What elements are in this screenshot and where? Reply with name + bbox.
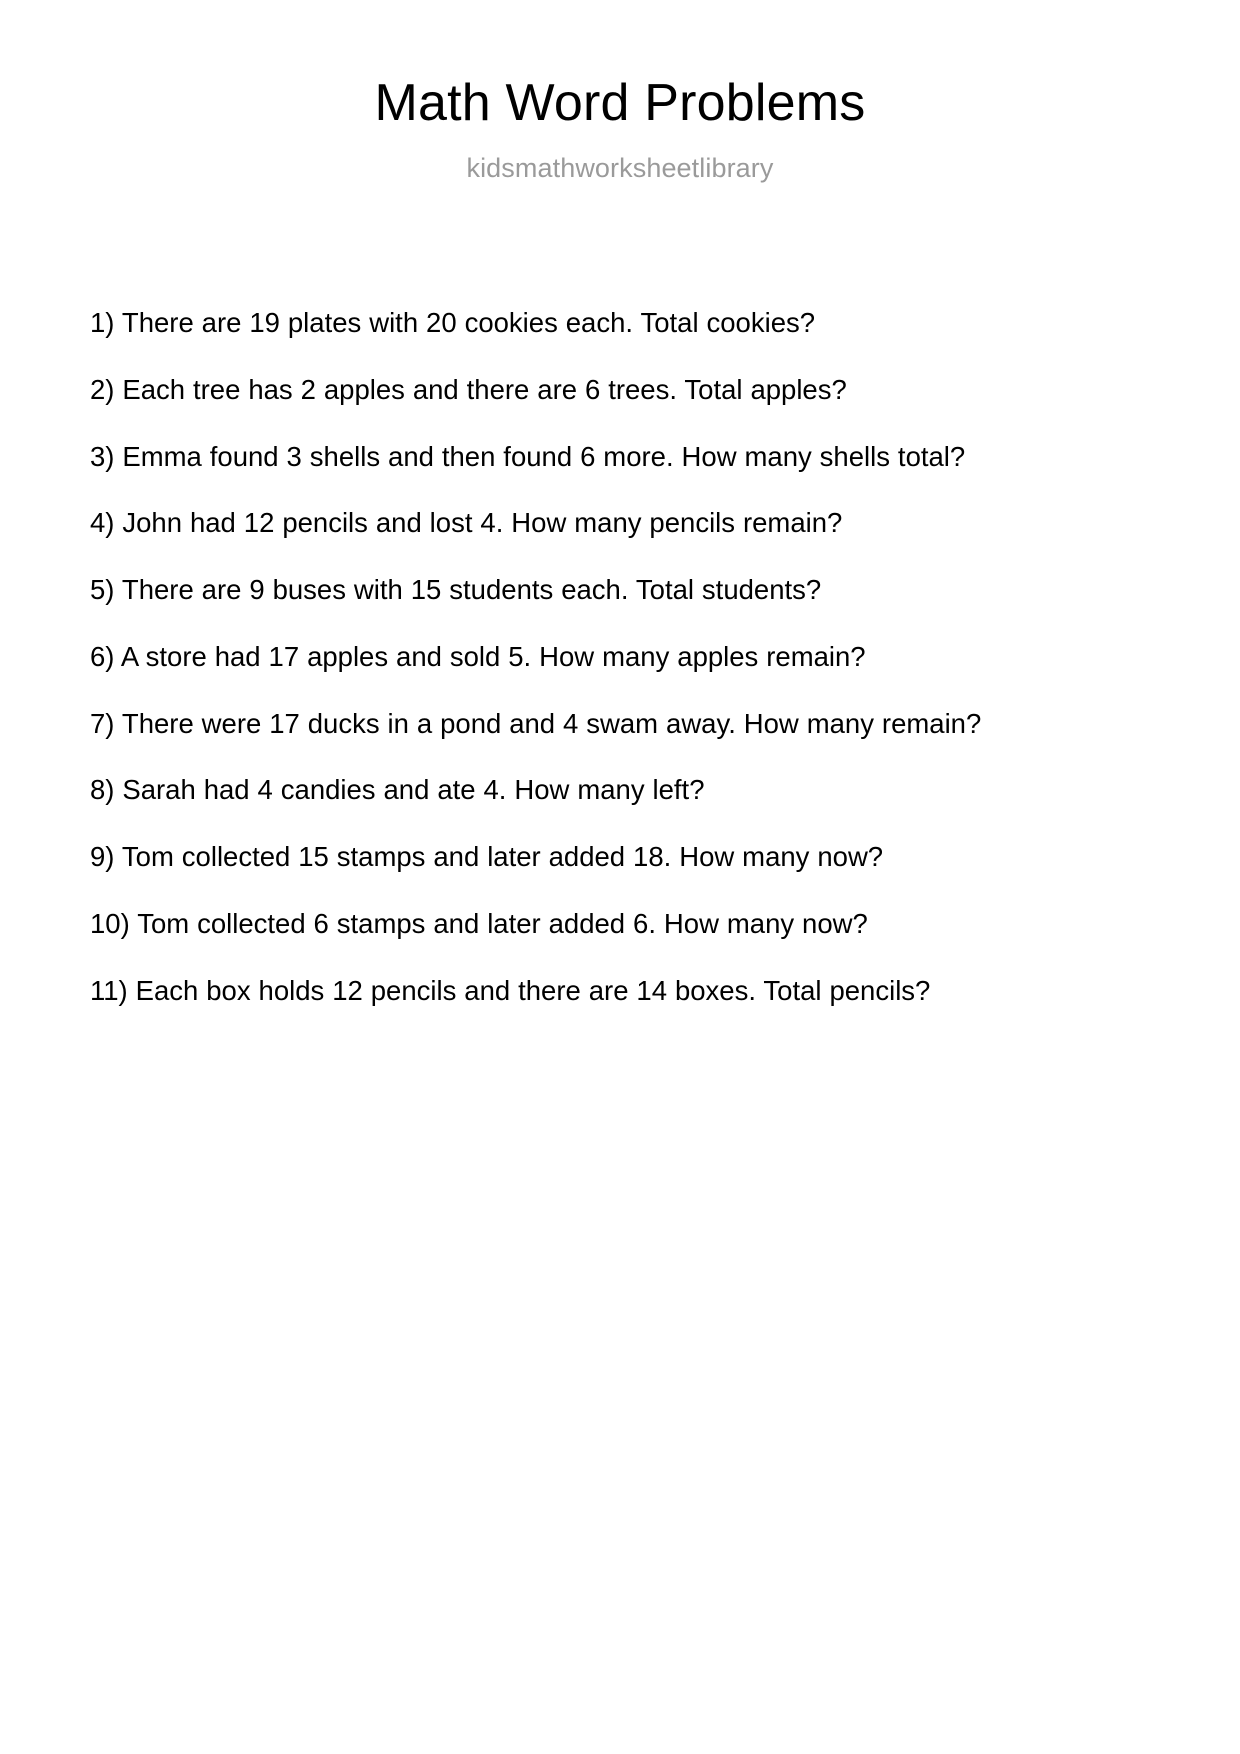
problem-item: 1) There are 19 plates with 20 cookies each. Total cookies? [90,307,816,338]
page-title: Math Word Problems [374,74,866,132]
worksheet-header [0,0,1240,185]
problem-item: 3) Emma found 3 shells and then found 6 more. How many shells total? [90,440,966,472]
problem-item: 4) John had 12 pencils and lost 4. How many pencils remain? [90,507,843,539]
problem-item: 6) A store had 17 apples and sold 5. How many apples remain? [90,640,866,672]
problem-item: 7) There were 17 ducks in a pond and 4 swam away. How many remain? [90,707,982,739]
problem-item: 9) Tom collected 15 stamps and later added 18. How many now? [90,841,884,872]
problem-item: 5) There are 9 buses with 15 students each. Total students? [90,574,822,605]
problem-item: 2) Each tree has 2 apples and there are 6 trees. Total apples? [90,373,847,405]
worksheet-subtitle: kidsmathworksheetlibrary [466,153,774,184]
problem-item: 10) Tom collected 6 stamps and later added 6. How many now? [90,907,868,939]
problem-list [90,305,1010,1008]
problem-item: 11) Each box holds 12 pencils and there are 14 boxes. Total pencils? [90,974,931,1006]
problem-item: 8) Sarah had 4 candies and ate 4. How many left? [90,774,705,806]
